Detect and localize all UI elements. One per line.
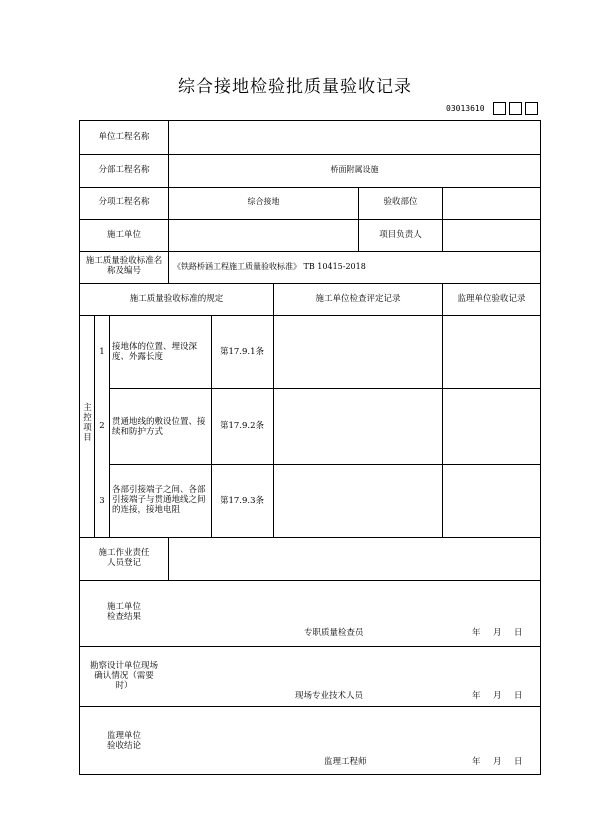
supervision-day: 日 (514, 757, 523, 767)
construction-unit-field[interactable] (169, 220, 357, 250)
code-box-2[interactable] (509, 102, 522, 115)
standard-value: 《铁路桥涵工程施工质量验收标准》 TB 10415-2018 (173, 262, 366, 271)
item-1-number: 1 (99, 347, 105, 357)
main-control-label: 主控项目 (83, 403, 92, 443)
item-2-inspection-field[interactable] (274, 389, 441, 463)
unit-result-label: 施工单位检查结果 (106, 602, 141, 622)
item-1-text: 接地体的位置、埋设深度、外露长度 (112, 342, 198, 362)
form-code: 03013610 (446, 104, 485, 113)
item-3-clause: 第17.9.3条 (219, 496, 265, 506)
acceptance-part-field[interactable] (443, 188, 539, 218)
code-box-3[interactable] (525, 102, 538, 115)
item-2-supervision-field[interactable] (443, 389, 539, 463)
subitem-project-value[interactable]: 综合接地 (247, 197, 280, 206)
unit-project-label: 单位工程名称 (98, 132, 150, 142)
division-project-value[interactable]: 桥面附属设施 (330, 165, 379, 174)
item-3-number: 3 (99, 496, 105, 506)
supervision-year: 年 (472, 757, 481, 767)
col-inspection-header: 施工单位检查评定记录 (315, 294, 401, 304)
item-2-clause: 第17.9.2条 (219, 421, 265, 431)
project-lead-label: 项目负责人 (379, 230, 422, 240)
supervision-month: 月 (493, 757, 502, 767)
item-3-text: 各部引接端子之间、各部引接端子与贯通地线之间的连接，接地电阻 (112, 485, 206, 515)
design-confirm-label: 勘察设计单位现场确认情况（需要时） (89, 661, 158, 691)
quality-inspector-label: 专职质量检查员 (304, 628, 364, 638)
code-box-1[interactable] (493, 102, 506, 115)
staff-register-field[interactable] (169, 538, 539, 579)
supervising-engineer-label: 监理工程师 (324, 757, 367, 767)
unit-result-month: 月 (493, 628, 502, 638)
item-1-supervision-field[interactable] (443, 316, 539, 387)
unit-project-field[interactable] (169, 122, 539, 153)
item-3-inspection-field[interactable] (274, 465, 441, 536)
site-tech-label: 现场专业技术人员 (295, 691, 364, 701)
project-lead-field[interactable] (443, 220, 539, 250)
item-3-supervision-field[interactable] (443, 465, 539, 536)
acceptance-part-label: 验收部位 (383, 197, 418, 207)
standard-name-label: 施工质量验收标准名称及编号 (85, 256, 163, 276)
design-confirm-day: 日 (514, 691, 523, 701)
unit-result-year: 年 (472, 628, 481, 638)
design-confirm-year: 年 (472, 691, 481, 701)
item-1-inspection-field[interactable] (274, 316, 441, 387)
item-1-clause: 第17.9.1条 (219, 347, 265, 357)
acceptance-form-table (79, 120, 541, 775)
design-confirm-month: 月 (493, 691, 502, 701)
item-2-text: 贯通地线的敷设位置、接续和防护方式 (112, 417, 206, 437)
supervision-conclusion-label: 监理单位验收结论 (106, 731, 141, 751)
unit-result-day: 日 (514, 628, 523, 638)
staff-register-label: 施工作业责任人员登记 (98, 548, 150, 568)
item-2-number: 2 (99, 421, 105, 431)
subitem-project-label: 分项工程名称 (98, 197, 150, 207)
page-title: 综合接地检验批质量验收记录 (178, 77, 412, 97)
col-rules-header: 施工质量验收标准的规定 (129, 294, 224, 304)
division-project-label: 分部工程名称 (98, 165, 150, 175)
construction-unit-label: 施工单位 (106, 230, 141, 240)
col-supervision-header: 监理单位验收记录 (457, 294, 526, 304)
